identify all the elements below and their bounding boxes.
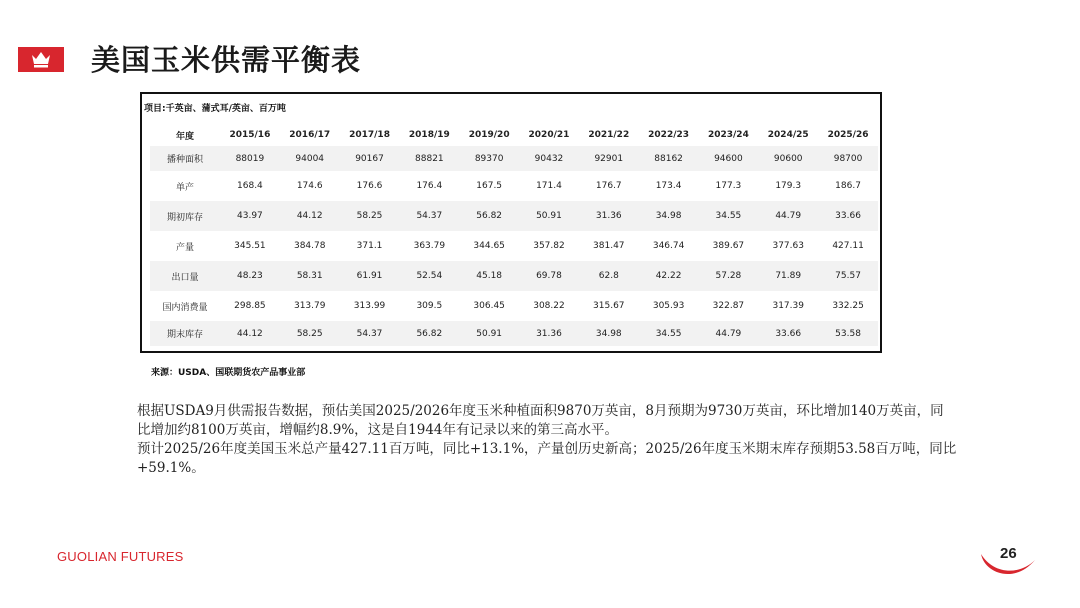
table-cell: 168.4 [237, 181, 263, 191]
table-cell: 167.5 [476, 181, 503, 191]
page-title: 美国玉米供需平衡表 [91, 43, 362, 77]
row-label: 单产 [175, 182, 194, 193]
table-cell: 90432 [519, 146, 579, 171]
year-header: 2025/26 [827, 130, 869, 140]
paragraph-2: 预计2025/26年度美国玉米总产量427.11百万吨，同比+13.1%，产量创历史新高；2025/26年度玉米期末库存预期53.58百万吨，同比+59.1%。 [137, 441, 957, 476]
year-header: 2017/18 [349, 130, 390, 140]
table-cell: 34.98 [639, 201, 699, 231]
table-cell: 56.82 [459, 201, 519, 231]
supply-demand-table-frame [140, 92, 882, 353]
table-cell: 173.4 [655, 181, 682, 191]
table-cell: 313.79 [293, 301, 326, 311]
brand-logo [18, 47, 64, 72]
footer-brand: GUOLIAN FUTURES [57, 549, 184, 564]
table-cell: 50.91 [459, 321, 519, 346]
table-cell: 44.79 [699, 321, 759, 346]
table-cell: 54.37 [340, 321, 400, 346]
table-cell: 174.6 [296, 181, 323, 191]
row-label: 产量 [175, 242, 194, 253]
table-cell: 186.7 [835, 181, 861, 191]
table-cell: 44.79 [758, 201, 818, 231]
year-header: 2024/25 [767, 130, 809, 140]
page-number: 26 [1000, 545, 1017, 562]
table-cell: 88162 [639, 146, 699, 171]
supply-demand-table [150, 124, 878, 346]
year-header: 2015/16 [229, 130, 271, 140]
row-label: 期初库存 [150, 201, 220, 231]
table-cell: 48.23 [220, 261, 280, 291]
table-cell: 377.63 [772, 241, 804, 251]
paragraph-1: 根据USDA9月供需报告数据，预估美国2025/2026年度玉米种植面积9870万英亩，8月预期为9730万英亩，环比增加140万英亩，同比增加约8100万英亩，增幅约8.9%，这是自1944年有记录以来的第三高水平。 [137, 403, 944, 438]
table-cell: 58.25 [280, 321, 340, 346]
table-row [150, 201, 878, 231]
table-cell: 61.91 [340, 261, 400, 291]
unit-label: 项目:千英亩、蒲式耳/英亩、百万吨 [144, 104, 286, 114]
table-cell: 57.28 [699, 261, 759, 291]
source-note: 来源：USDA、国联期货农产品事业部 [151, 368, 306, 378]
table-cell: 317.39 [772, 301, 804, 311]
table-cell: 31.36 [579, 201, 639, 231]
table-cell: 179.3 [775, 181, 802, 191]
table-cell: 34.55 [639, 321, 699, 346]
table-cell: 71.89 [758, 261, 818, 291]
table-cell: 44.12 [280, 201, 340, 231]
year-header: 2016/17 [289, 130, 331, 140]
year-header: 2020/21 [528, 130, 570, 140]
table-row [150, 231, 878, 261]
table-cell: 171.4 [536, 181, 562, 191]
table-cell: 305.93 [652, 301, 685, 311]
table-cell: 88019 [220, 146, 280, 171]
table-cell: 176.7 [595, 181, 622, 191]
table-cell: 92901 [579, 146, 639, 171]
table-cell: 384.78 [293, 241, 326, 251]
row-label: 出口量 [150, 261, 220, 291]
table-cell: 322.87 [712, 301, 745, 311]
table-cell: 176.4 [416, 181, 443, 191]
table-cell: 89370 [459, 146, 519, 171]
table-cell: 94600 [699, 146, 759, 171]
row-label: 期末库存 [150, 321, 220, 346]
crown-icon [31, 50, 51, 68]
table-cell: 177.3 [715, 181, 742, 191]
table-cell: 31.36 [519, 321, 579, 346]
table-cell: 94004 [280, 146, 340, 171]
corner-header: 年度 [175, 131, 194, 142]
table-cell: 389.67 [712, 241, 745, 251]
table-cell: 176.6 [356, 181, 383, 191]
table-cell: 69.78 [519, 261, 579, 291]
table-cell: 33.66 [758, 321, 818, 346]
table-cell: 315.67 [593, 301, 625, 311]
table-cell: 90167 [340, 146, 400, 171]
table-cell: 371.1 [356, 241, 383, 251]
year-header: 2023/24 [707, 130, 749, 140]
table-cell: 53.58 [818, 321, 878, 346]
table-cell: 62.8 [579, 261, 639, 291]
table-cell: 309.5 [416, 301, 443, 311]
table-cell: 346.74 [652, 241, 685, 251]
year-header: 2018/19 [408, 130, 450, 140]
table-row [150, 261, 878, 291]
table-cell: 43.97 [220, 201, 280, 231]
table-cell: 58.25 [340, 201, 400, 231]
table-cell: 427.11 [832, 241, 864, 251]
table-header-row [150, 124, 878, 146]
table-cell: 90600 [758, 146, 818, 171]
table-cell: 308.22 [533, 301, 565, 311]
table-cell: 363.79 [413, 241, 446, 251]
body-text [137, 402, 957, 478]
table-cell: 306.45 [473, 301, 505, 311]
table-cell: 357.82 [533, 241, 565, 251]
table-cell: 33.66 [818, 201, 878, 231]
table-cell: 88821 [399, 146, 459, 171]
year-header: 2019/20 [468, 130, 510, 140]
table-cell: 313.99 [353, 301, 386, 311]
table-cell: 34.55 [699, 201, 759, 231]
table-cell: 75.57 [818, 261, 878, 291]
table-row [150, 291, 878, 321]
row-label: 播种面积 [150, 146, 220, 171]
table-cell: 45.18 [459, 261, 519, 291]
table-cell: 58.31 [280, 261, 340, 291]
table-row [150, 171, 878, 201]
table-cell: 56.82 [399, 321, 459, 346]
table-cell: 50.91 [519, 201, 579, 231]
table-cell: 44.12 [220, 321, 280, 346]
table-cell: 345.51 [234, 241, 266, 251]
table-cell: 381.47 [593, 241, 625, 251]
table-cell: 54.37 [399, 201, 459, 231]
table-row [150, 146, 878, 171]
table-cell: 42.22 [639, 261, 699, 291]
table-row [150, 321, 878, 346]
table-cell: 52.54 [399, 261, 459, 291]
year-header: 2021/22 [588, 130, 630, 140]
row-label: 国内消费量 [162, 302, 208, 313]
table-cell: 344.65 [473, 241, 505, 251]
table-body [150, 146, 878, 346]
table-cell: 298.85 [234, 301, 266, 311]
table-cell: 332.25 [832, 301, 864, 311]
table-cell: 34.98 [579, 321, 639, 346]
table-cell: 98700 [818, 146, 878, 171]
year-header: 2022/23 [648, 130, 690, 140]
